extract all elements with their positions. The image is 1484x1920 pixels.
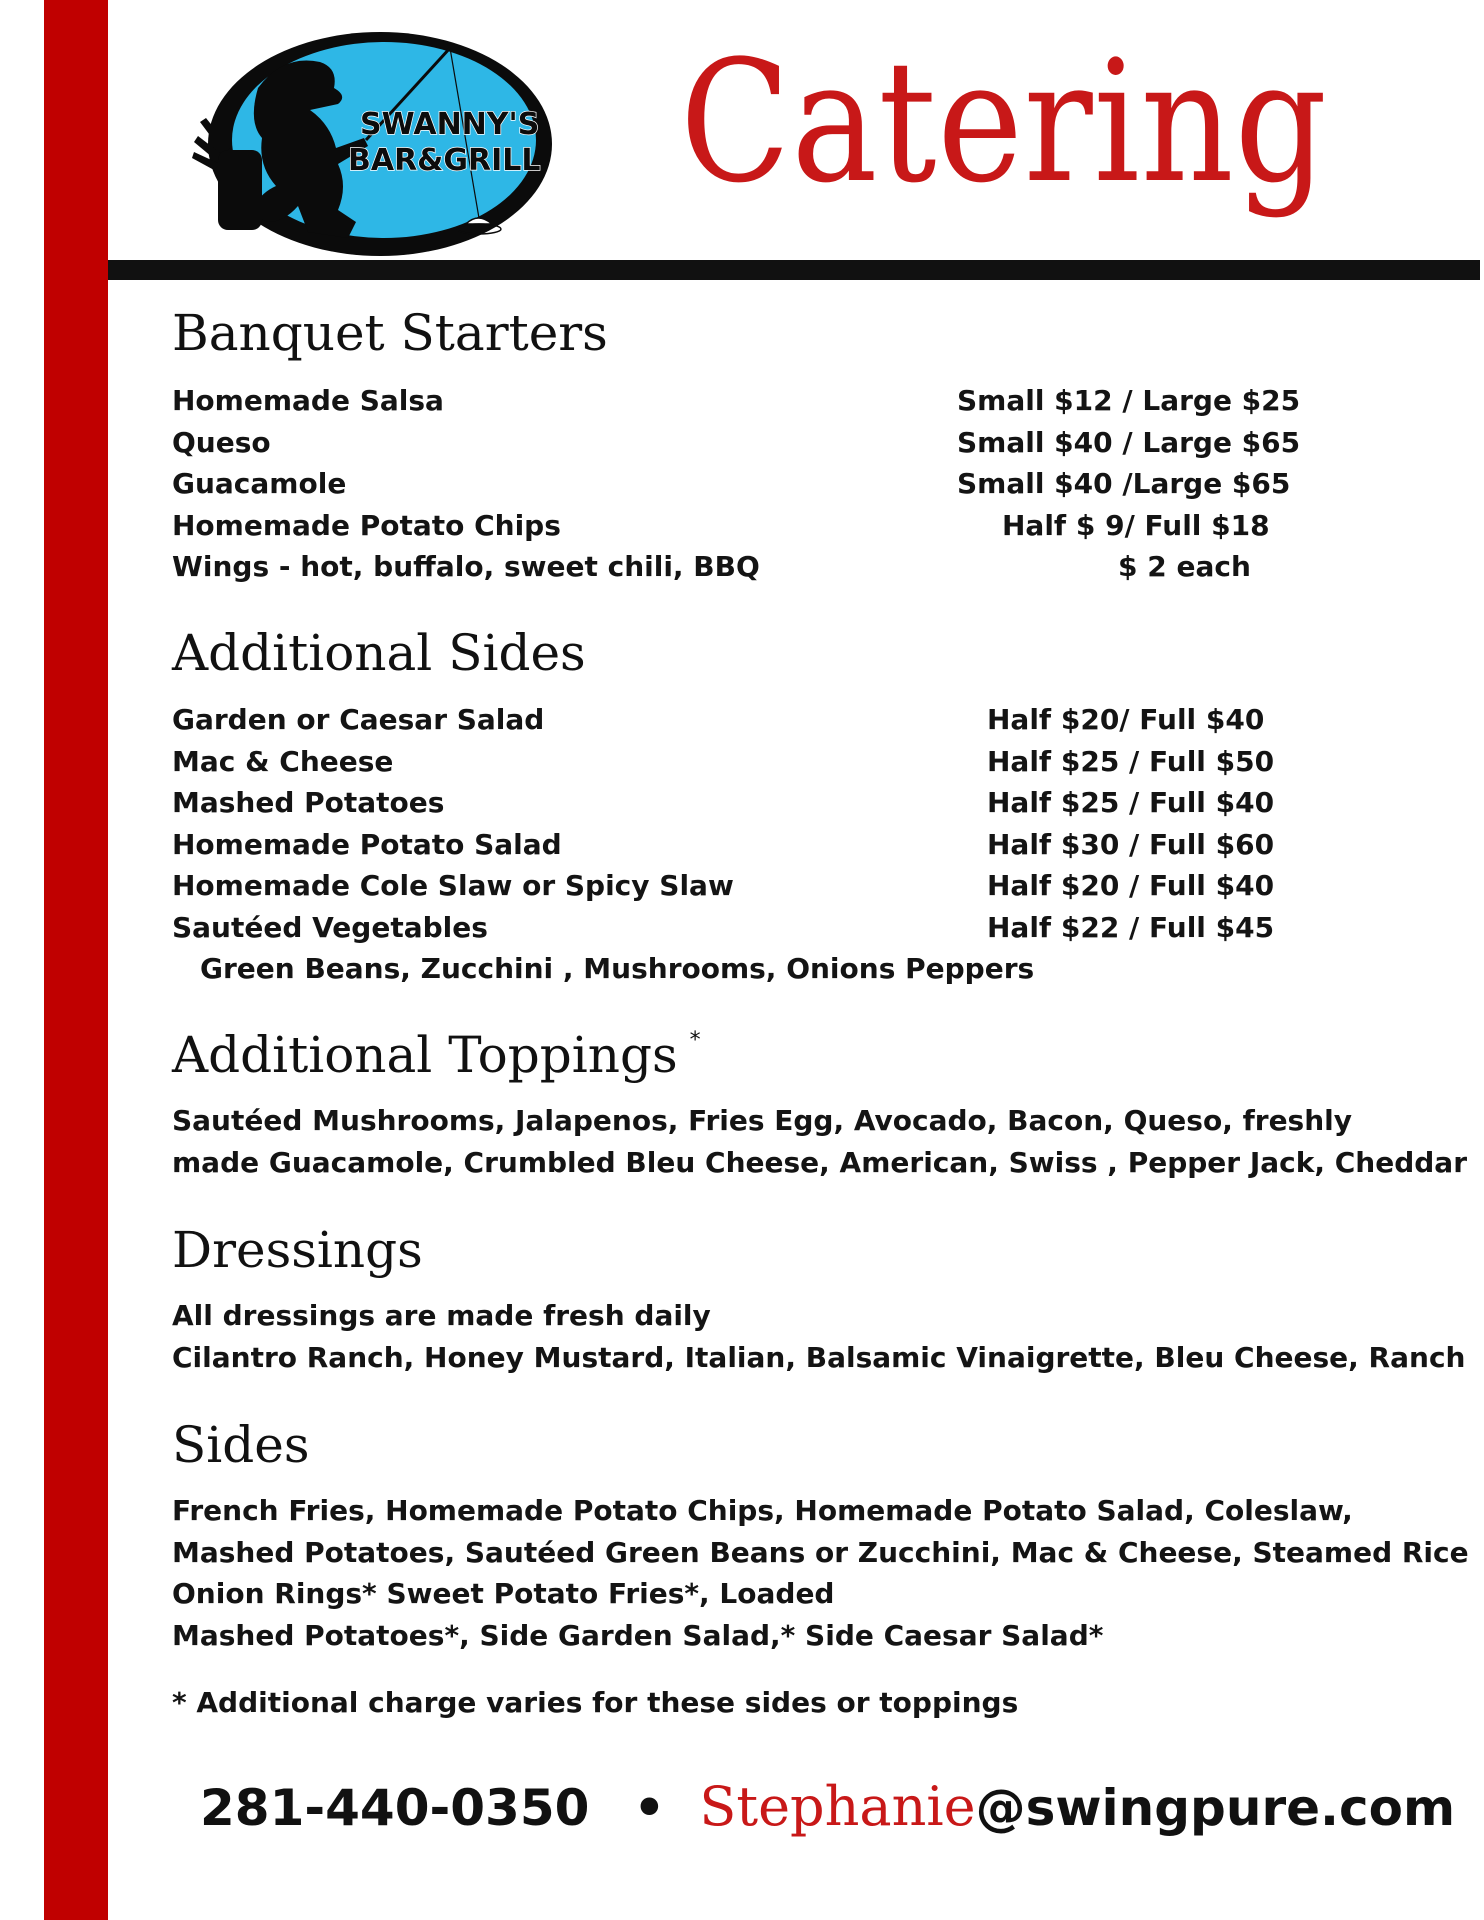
dressings-text (172, 1295, 1466, 1378)
list-item (172, 741, 1412, 783)
list-item (172, 824, 1412, 866)
list-item (172, 782, 1412, 824)
item-name: Wings - hot, buffalo, sweet chili, BBQ (172, 550, 760, 583)
item-price: Half $20 / Full $40 (987, 869, 1275, 902)
item-name: Homemade Cole Slaw or Spicy Slaw (172, 869, 734, 902)
list-item (172, 546, 1412, 588)
item-price: Half $25 / Full $40 (987, 786, 1275, 819)
item-name: Homemade Potato Chips (172, 508, 561, 542)
dressings-line: Cilantro Ranch, Honey Mustard, Italian, Balsamic Vinaigrette, Bleu Cheese, Ranch (172, 1340, 1466, 1374)
sides-line: French Fries, Homemade Potato Chips, Homemade Potato Salad, Coleslaw, (172, 1494, 1353, 1527)
item-price: Half $ 9/ Full $18 (1002, 508, 1270, 542)
item-name: Mac & Cheese (172, 744, 394, 778)
item-price: Small $40 / Large $65 (957, 425, 1301, 459)
section-title-dressings: Dressings (172, 1221, 423, 1279)
item-price: $ 2 each (1118, 550, 1251, 583)
email-domain: @swingpure.com (975, 1779, 1456, 1837)
dressings-line: All dressings are made fresh daily (172, 1299, 711, 1332)
item-name: Mashed Potatoes (172, 786, 445, 819)
item-name: Homemade Potato Salad (172, 827, 562, 861)
section-title-additional-sides: Additional Sides (172, 624, 586, 682)
logo-line1: SWANNY'S (360, 107, 540, 142)
footnote: * Additional charge varies for these sides or toppings (172, 1686, 1019, 1719)
left-red-bar (44, 0, 108, 1920)
list-item (172, 505, 1412, 547)
sides-text (172, 1490, 1469, 1656)
header-divider (108, 260, 1480, 280)
toppings-line: made Guacamole, Crumbled Bleu Cheese, American, Swiss , Pepper Jack, Cheddar (172, 1145, 1468, 1179)
list-item (172, 699, 1412, 741)
section-title-sides: Sides (172, 1416, 310, 1474)
item-name: Guacamole (172, 467, 347, 500)
list-item (172, 865, 1412, 907)
email-link[interactable] (699, 1775, 1456, 1838)
toppings-text (172, 1100, 1468, 1183)
contact-footer (200, 1772, 1455, 1842)
item-price: Small $12 / Large $25 (957, 384, 1301, 417)
item-price: Half $20/ Full $40 (987, 703, 1265, 736)
item-name: Sautéed Vegetables (172, 910, 488, 944)
section-title-additional-toppings (172, 1026, 701, 1084)
section-title-banquet-starters: Banquet Starters (172, 304, 608, 362)
page-title: Catering (680, 24, 1328, 220)
vegetables-note: Green Beans, Zucchini , Mushrooms, Onions Peppers (200, 952, 1035, 985)
banquet-starters-list (172, 380, 1412, 588)
additional-sides-list (172, 699, 1412, 948)
section-title-text: Additional Toppings (172, 1026, 678, 1084)
toppings-line: Sautéed Mushrooms, Jalapenos, Fries Egg, Avocado, Bacon, Queso, freshly (172, 1104, 1353, 1137)
item-price: Half $30 / Full $60 (987, 827, 1275, 861)
list-item (172, 907, 1412, 949)
list-item (172, 380, 1412, 422)
item-name: Queso (172, 425, 271, 459)
logo-line2: BAR&GRILL (348, 143, 541, 178)
phone-number: 281-440-0350 (200, 1779, 590, 1837)
email-name: Stephanie (699, 1775, 976, 1838)
list-item (172, 422, 1412, 464)
sides-line: Mashed Potatoes*, Side Garden Salad,* Side Caesar Salad* (172, 1618, 1104, 1652)
item-name: Homemade Salsa (172, 384, 444, 417)
separator-bullet: • (633, 1779, 666, 1837)
sides-line: Onion Rings* Sweet Potato Fries*, Loaded (172, 1577, 835, 1610)
list-item (172, 463, 1412, 505)
swannys-logo (188, 26, 568, 256)
item-price: Small $40 /Large $65 (957, 467, 1291, 500)
item-name: Garden or Caesar Salad (172, 703, 545, 736)
asterisk-marker: * (689, 1028, 701, 1053)
sides-line: Mashed Potatoes, Sautéed Green Beans or Zucchini, Mac & Cheese, Steamed Rice (172, 1535, 1469, 1569)
item-price: Half $22 / Full $45 (987, 910, 1275, 944)
item-price: Half $25 / Full $50 (987, 744, 1275, 778)
